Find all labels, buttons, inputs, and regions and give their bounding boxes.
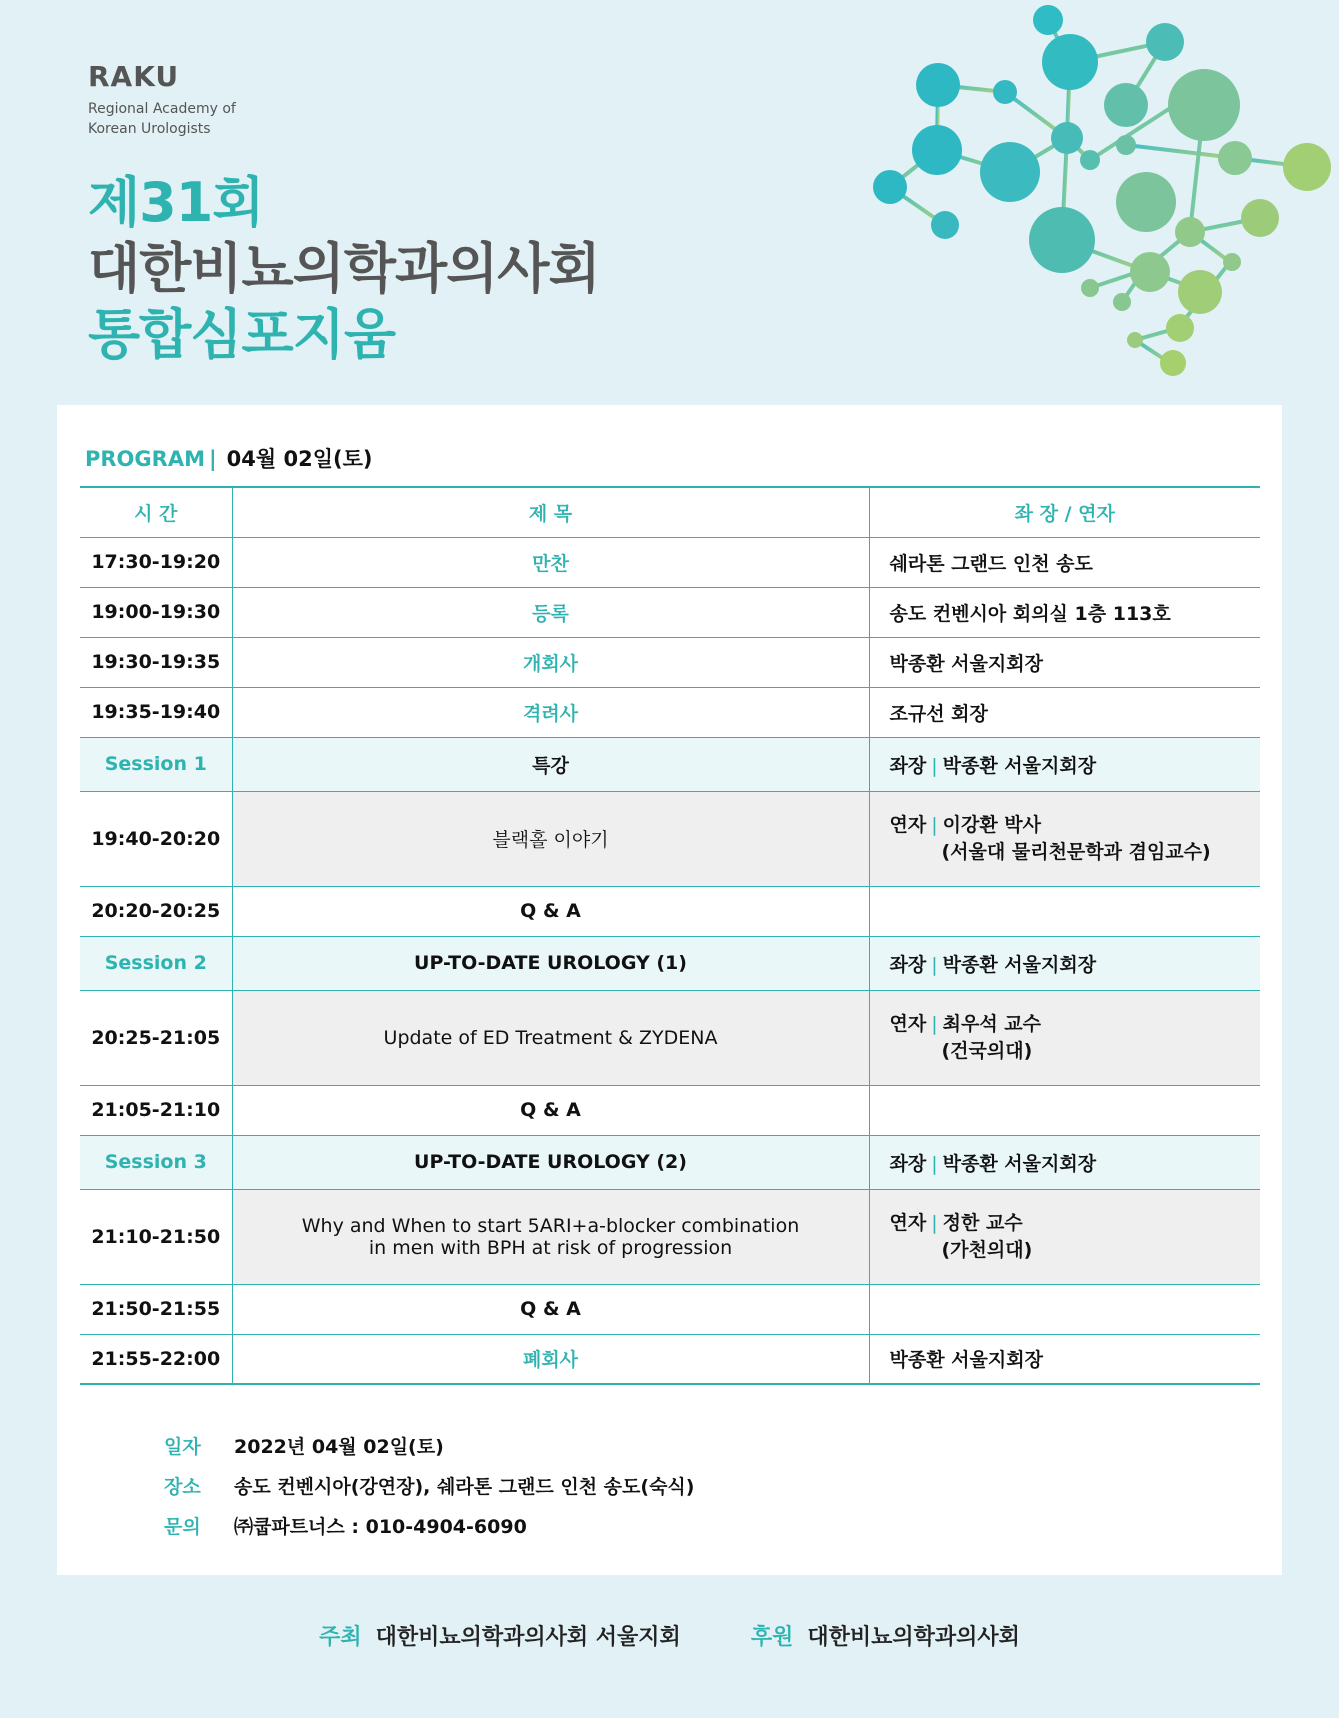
- lecture-row: [80, 791, 1260, 886]
- info-place-label: 장소: [164, 1475, 201, 1498]
- info-contact: [164, 1505, 694, 1545]
- table-header-row: [80, 487, 1260, 537]
- event-edition: 제31회: [88, 171, 264, 234]
- event-info: [164, 1425, 694, 1545]
- footer-host: [319, 1620, 681, 1651]
- table-row: [80, 537, 1260, 587]
- row-speaker: 쉐라톤 그랜드 인천 송도: [869, 537, 1260, 587]
- info-place: [164, 1465, 694, 1505]
- row-speaker: [869, 1284, 1260, 1334]
- table-row: [80, 1284, 1260, 1334]
- role-divider: |: [931, 1012, 938, 1035]
- role-divider: |: [931, 1152, 938, 1175]
- session-label: Session 2: [80, 936, 232, 990]
- table-row: [80, 1334, 1260, 1384]
- speaker-affiliation: (서울대 물리천문학과 겸임교수): [941, 840, 1211, 863]
- program-heading: [85, 443, 372, 473]
- row-title: 개회사: [232, 637, 869, 687]
- row-time: 21:50-21:55: [80, 1284, 232, 1334]
- speaker-name: 정한 교수: [942, 1211, 1023, 1234]
- program-label: PROGRAM: [85, 447, 205, 471]
- role-divider: |: [931, 813, 938, 836]
- role-divider: |: [931, 1211, 938, 1234]
- header-title: 제 목: [232, 487, 869, 537]
- row-title: UP-TO-DATE UROLOGY (2): [232, 1135, 869, 1189]
- session-label: Session 3: [80, 1135, 232, 1189]
- row-speaker: [869, 791, 1260, 886]
- role-label: 연자: [889, 813, 927, 836]
- row-speaker: [869, 737, 1260, 791]
- logo-subtitle-line2: Korean Urologists: [88, 121, 211, 137]
- speaker-affiliation: (가천의대): [941, 1238, 1033, 1261]
- row-title: 격려사: [232, 687, 869, 737]
- role-divider: |: [931, 754, 938, 777]
- table-row: [80, 886, 1260, 936]
- row-title: 블랙홀 이야기: [232, 791, 869, 886]
- speaker-name: 박종환 서울지회장: [942, 754, 1097, 777]
- row-title: 특강: [232, 737, 869, 791]
- row-title-line1: Why and When to start 5ARI+a-blocker combination: [301, 1214, 800, 1237]
- footer-sponsor-label: 후원: [750, 1625, 794, 1650]
- row-time: 21:10-21:50: [80, 1189, 232, 1284]
- logo: [88, 60, 236, 139]
- role-label: 좌장: [889, 953, 927, 976]
- row-time: 21:55-22:00: [80, 1334, 232, 1384]
- info-contact-value: ㈜쿱파트너스 : 010-4904-6090: [234, 1515, 527, 1538]
- row-speaker: 박종환 서울지회장: [869, 637, 1260, 687]
- row-time: 19:00-19:30: [80, 587, 232, 637]
- row-time: 20:25-21:05: [80, 990, 232, 1085]
- row-title-line2: in men with BPH at risk of progression: [368, 1236, 733, 1259]
- program-divider: |: [208, 447, 217, 471]
- row-time: 17:30-19:20: [80, 537, 232, 587]
- role-label: 연자: [889, 1012, 927, 1035]
- table-row: [80, 1085, 1260, 1135]
- row-title: 등록: [232, 587, 869, 637]
- logo-name: RAKU: [88, 60, 180, 93]
- row-speaker: 송도 컨벤시아 회의실 1층 113호: [869, 587, 1260, 637]
- row-title: UP-TO-DATE UROLOGY (1): [232, 936, 869, 990]
- row-speaker: [869, 1189, 1260, 1284]
- header-speaker: 좌 장 / 연자: [869, 487, 1260, 537]
- row-time: 19:35-19:40: [80, 687, 232, 737]
- program-table: [80, 486, 1260, 1385]
- row-time: 19:40-20:20: [80, 791, 232, 886]
- info-date-value: 2022년 04월 02일(토): [234, 1435, 444, 1458]
- session-row: [80, 936, 1260, 990]
- row-title: Q & A: [232, 1284, 869, 1334]
- footer-host-value: 대한비뇨의학과의사회 서울지회: [375, 1625, 681, 1650]
- event-title: [88, 170, 600, 368]
- row-title: 만찬: [232, 537, 869, 587]
- session-row: [80, 1135, 1260, 1189]
- speaker-affiliation: (건국의대): [941, 1039, 1033, 1062]
- row-speaker: [869, 886, 1260, 936]
- row-title: [232, 1189, 869, 1284]
- program-card: [57, 405, 1282, 1575]
- row-title: 폐회사: [232, 1334, 869, 1384]
- row-time: 21:05-21:10: [80, 1085, 232, 1135]
- table-row: [80, 637, 1260, 687]
- footer-sponsor: [751, 1620, 1020, 1651]
- info-place-value: 송도 컨벤시아(강연장), 쉐라톤 그랜드 인천 송도(숙식): [234, 1475, 695, 1498]
- info-date-label: 일자: [164, 1435, 201, 1458]
- logo-subtitle-line1: Regional Academy of: [88, 101, 236, 117]
- footer-host-label: 주최: [319, 1625, 362, 1650]
- row-speaker: [869, 936, 1260, 990]
- program-date: 04월 02일(토): [226, 447, 373, 471]
- lecture-row: [80, 990, 1260, 1085]
- row-speaker: [869, 1135, 1260, 1189]
- role-label: 좌장: [889, 754, 927, 777]
- speaker-name: 최우석 교수: [942, 1012, 1042, 1035]
- speaker-name: 박종환 서울지회장: [942, 953, 1097, 976]
- row-speaker: [869, 1085, 1260, 1135]
- row-speaker: 조규선 회장: [869, 687, 1260, 737]
- session-row: [80, 737, 1260, 791]
- speaker-name: 이강환 박사: [942, 813, 1042, 836]
- table-row: [80, 687, 1260, 737]
- logo-subtitle: [88, 99, 236, 139]
- lecture-row: [80, 1189, 1260, 1284]
- speaker-name: 박종환 서울지회장: [942, 1152, 1097, 1175]
- role-divider: |: [931, 953, 938, 976]
- table-row: [80, 587, 1260, 637]
- info-date: [164, 1425, 694, 1465]
- footer: [0, 1620, 1339, 1651]
- row-time: 19:30-19:35: [80, 637, 232, 687]
- event-organization: 대한비뇨의학과의사회: [88, 237, 600, 300]
- role-label: 좌장: [889, 1152, 927, 1175]
- header-time: 시 간: [80, 487, 232, 537]
- event-name: 통합심포지움: [88, 303, 395, 366]
- molecule-graphic: [860, 0, 1339, 390]
- row-title: Update of ED Treatment & ZYDENA: [232, 990, 869, 1085]
- row-speaker: [869, 990, 1260, 1085]
- session-label: Session 1: [80, 737, 232, 791]
- row-time: 20:20-20:25: [80, 886, 232, 936]
- role-label: 연자: [889, 1211, 927, 1234]
- row-title: Q & A: [232, 1085, 869, 1135]
- info-contact-label: 문의: [164, 1515, 201, 1538]
- row-speaker: 박종환 서울지회장: [869, 1334, 1260, 1384]
- row-title: Q & A: [232, 886, 869, 936]
- footer-sponsor-value: 대한비뇨의학과의사회: [807, 1625, 1020, 1650]
